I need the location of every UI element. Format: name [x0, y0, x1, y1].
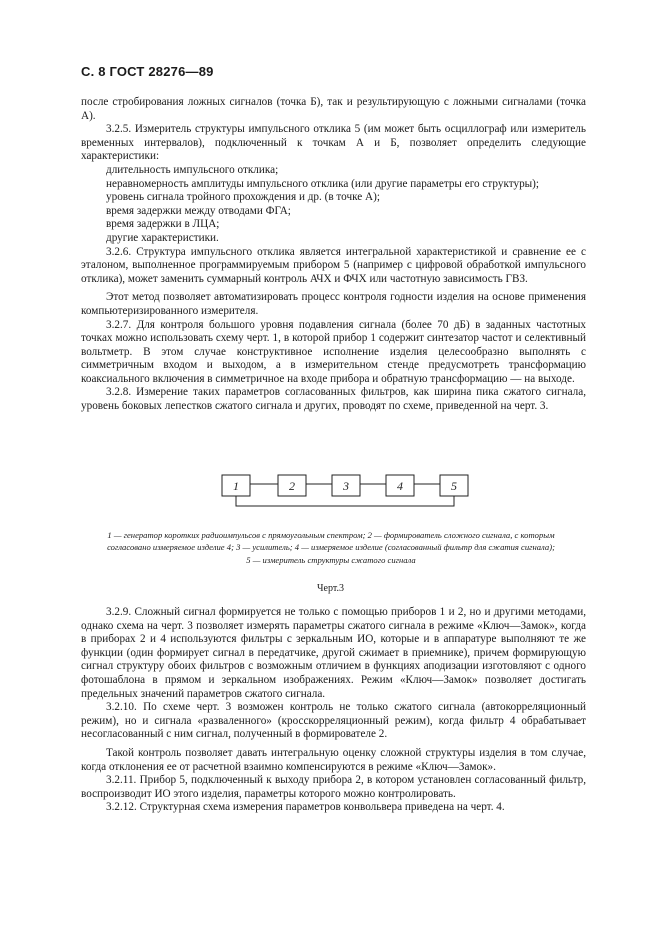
figure-caption: 1 — генератор коротких радиоимпульсов с прямоугольным спектром; 2 — формирователь сложного сигнала, с которым согласовано измеряемое изделие 4; 3 — усилитель; 4 — измеряемое изделие (согласованный фильтр для сжатия сигнала); 5 — измеритель структуры сжатого сигнала: [107, 530, 555, 565]
list-item: время задержки между отводами ФГА;: [106, 204, 291, 217]
paragraph: 3.2.6. Структура импульсного отклика является интегральной характеристикой и сравнение ее с эталоном, выполненное программируемым прибором 5 (например с цифровой обработкой импульсного отклика), может заменить суммарный контроль АЧХ и ФЧХ или частотную зависимость ГВЗ.: [81, 245, 586, 285]
paragraph: 3.2.5. Измеритель структуры импульсного отклика 5 (им может быть осциллограф или измеритель временных интервалов), подключенный к точкам А и Б, позволяет определить следующие характеристики:: [81, 123, 586, 163]
list-item: уровень сигнала тройного прохождения и др. (в точке А);: [106, 191, 380, 204]
block-3-label: 3: [343, 479, 349, 493]
paragraph: 3.2.12. Структурная схема измерения параметров конвольвера приведена на черт. 4.: [106, 801, 505, 814]
paragraph: Такой контроль позволяет давать интегральную оценку сложной структуры изделия в том случае, когда отклонения ее от расчетной взаимно компенсируются в режиме «Ключ—Замок».: [81, 746, 586, 773]
list-item: другие характеристики.: [106, 231, 219, 244]
list-item: длительность импульсного отклика;: [106, 163, 279, 176]
block-5-label: 5: [451, 479, 457, 493]
paragraph: 3.2.8. Измерение таких параметров согласованных фильтров, как ширина пика сжатого сигнала, уровень боковых лепестков сжатого сигнала и других, проводят по схеме, приведенной на черт. 3.: [81, 386, 586, 413]
text-block-bottom: [81, 606, 586, 815]
paragraph: Этот метод позволяет автоматизировать процесс контроля годности изделия на основе применения компьютеризированного измерителя.: [81, 291, 586, 317]
list-item: время задержки в ЛЦА;: [106, 218, 220, 231]
paragraph: 3.2.10. По схеме черт. 3 возможен контроль не только сжатого сигнала (автокорреляционный режим), но и сигнала «разваленного» (кросскорреляционный режим), когда фильтр 4 обрабатывает несогласованный с ним сигнал, полученный в формирователе 2.: [81, 701, 586, 741]
list-item: неравномерность амплитуды импульсного отклика (или другие параметры его структуры);: [106, 177, 540, 190]
text-block-top: [81, 96, 586, 414]
feedback-line: [236, 496, 454, 506]
block-1-label: 1: [233, 479, 239, 493]
paragraph: после стробирования ложных сигналов (точка Б), так и результирующую с ложными сигналами (точка А).: [81, 96, 586, 122]
paragraph: 3.2.9. Сложный сигнал формируется не только с помощью приборов 1 и 2, но и другими методами, однако схема на черт. 3 позволяет измерять параметры сжатого сигнала в режиме «Ключ—Замок», когда в приборах 2 и 4 используются фильтры с зеркальным ИО, которые и в аппаратуре выполняют те же функции (один формирует сигнал в передатчике, другой сжимает в приемнике), причем формирующую сигнал структуру обоих фильтров с возможным отличием в функциях аподизации изготовляют с одного фотошаблона в прямом и зеркальном изображениях. Режим «Ключ—Замок» позволяет достигать предельных значений параметров сжатого сигнала.: [81, 606, 586, 700]
paragraph: 3.2.11. Прибор 5, подключенный к выходу прибора 2, в котором установлен согласованный фильтр, воспроизводит ИО этого изделия, параметры которого можно контролировать.: [81, 774, 586, 800]
block-4-label: 4: [397, 479, 403, 493]
block-2-label: 2: [289, 479, 295, 493]
page-header: С. 8 ГОСТ 28276—89: [81, 64, 214, 79]
figure-title: Черт.3: [317, 583, 344, 594]
paragraph: 3.2.7. Для контроля большого уровня подавления сигнала (более 70 дБ) в заданных частотных точках можно использовать схему черт. 1, в которой прибор 1 содержит синтезатор частот и селективный вольтметр. В этом случае конструктивное исполнение изделия целесообразно выполнять с симметричным входом и выходом, а в измерительном стенде предусмотреть трансформацию коаксиального включения в симметричное на входе прибора и обратную трансформацию — на выходе.: [81, 318, 586, 385]
block-diagram: [210, 474, 472, 510]
